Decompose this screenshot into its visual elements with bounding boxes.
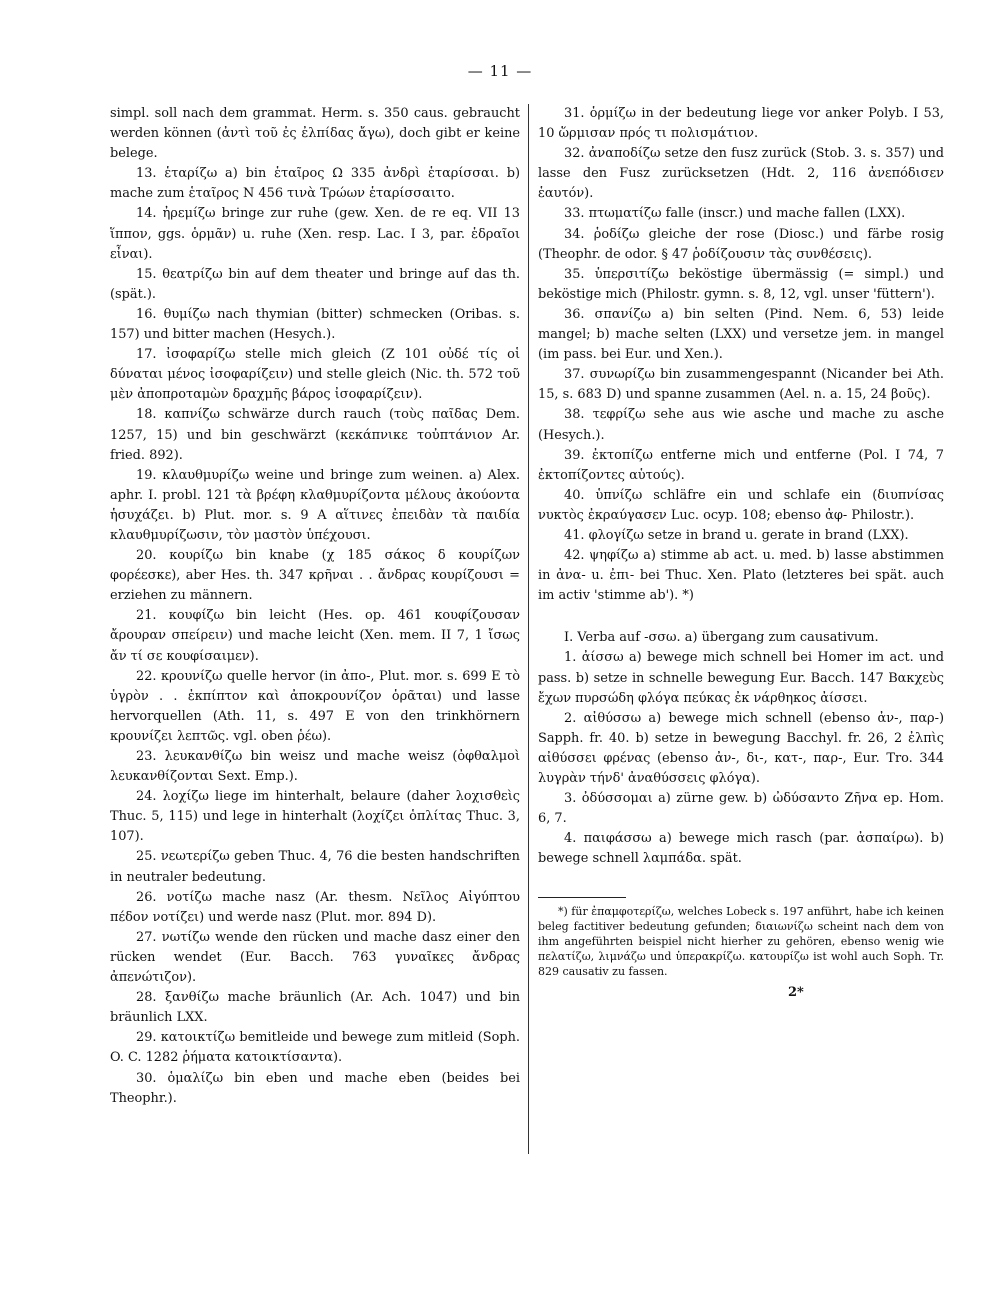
- paragraph: 21. κουφίζω bin leicht (Hes. op. 461 κουφίζουσαν ἄρουραν σπείρειν) und mache leicht (Xen. mem. II 7, 1 ἴσως ἄν τί σε κουφίσαιμεν).: [110, 608, 520, 664]
- paragraph: 23. λευκανθίζω bin weisz und mache weisz (ὀφθαλμοὶ λευκανθίζονται Sext. Emp.).: [110, 749, 520, 785]
- paragraph: 15. θεατρίζω bin auf dem theater und bringe auf das th. (spät.).: [110, 266, 520, 302]
- footnote-text: *) für ἐπαμφοτερίζω, welches Lobeck s. 197 anführt, habe ich keinen beleg factitiver bedeutung gefunden; διαιωνίζω scheint nach dem von ihm angeführten beispiel nicht hierher zu gehören, ebenso wenig wie πελατίζω, λιμνάζω und ὑπερακρίζω. κατουρίζω ist wohl auch Soph. Tr. 829 causativ zu fassen.: [538, 905, 944, 979]
- left-column: [110, 104, 520, 1109]
- paragraph: 37. συνωρίζω bin zusammengespannt (Nicander bei Ath. 15, s. 683 D) und spanne zusammen (Ael. n. a. 15, 24 βοῦς).: [538, 367, 944, 403]
- paragraph: 19. κλαυθμυρίζω weine und bringe zum weinen. a) Alex. aphr. I. probl. 121 τὰ βρέφη κλαθμυρίζοντα μέλους ἀκούοντα ἡσυχάζει. b) Plut. mor. s. 9 A αἵτινες ἐπειδὰν τὰ παιδία κλαυθμυρίζωσιν, τὸν μαστὸν ὑπέχουσι.: [110, 467, 520, 543]
- column-divider: [528, 104, 529, 1154]
- paragraph: 13. ἑταρίζω a) bin ἑταῖρος Ω 335 ἀνδρὶ ἑταρίσσαι. b) mache zum ἑταῖρος N 456 τινὰ Τρώων ἑταρίσσαιτο.: [110, 166, 520, 202]
- paragraph: 14. ἠρεμίζω bringe zur ruhe (gew. Xen. de re eq. VII 13 ἵππον, ggs. ὁρμᾶν) u. ruhe (Xen. resp. Lac. I 3, par. ἑδραῖοι εἶναι).: [110, 206, 520, 262]
- footnote-rule: [538, 897, 626, 898]
- paragraph: 24. λοχίζω liege im hinterhalt, belaure (daher λοχισθεὶς Thuc. 5, 115) und lege in hinterhalt (λοχίζει ὁπλίτας Thuc. 3, 107).: [110, 789, 520, 845]
- paragraph: 29. κατοικτίζω bemitleide und bewege zum mitleid (Soph. O. C. 1282 ῥήματα κατοικτίσαντα).: [110, 1030, 520, 1066]
- paragraph: 42. ψηφίζω a) stimme ab act. u. med. b) lasse abstimmen in ἀνα- u. ἐπι- bei Thuc. Xen. Plato (letzteres bei spät. auch im activ 'stimme ab'). *): [538, 548, 944, 604]
- paragraph: 2. αἰθύσσω a) bewege mich schnell (ebenso ἀν-, παρ-) Sapph. fr. 40. b) setze in bewegung Bacchyl. fr. 26, 2 ἐλπὶς αἰθύσσει φρένας (ebenso ἀν-, δι-, κατ-, παρ-, Eur. Tro. 344 λυγρὰν τήνδ' ἀναθύσσεις φλόγα).: [538, 710, 944, 786]
- paragraph: 31. ὁρμίζω in der bedeutung liege vor anker Polyb. I 53, 10 ὥρμισαν πρός τι πολισμάτιον.: [538, 106, 944, 142]
- paragraph: 32. ἀναποδίζω setze den fusz zurück (Stob. 3. s. 357) und lasse den Fusz zurücksetzen (Hdt. 2, 116 ἀνεπόδισεν ἑαυτόν).: [538, 146, 944, 202]
- paragraph: 20. κουρίζω bin knabe (χ 185 σάκος δ κουρίζων φορέεσκε), aber Hes. th. 347 κρῆναι . . ἄνδρας κουρίζουσι = erziehen zu männern.: [110, 548, 520, 604]
- paragraph: 22. κρουνίζω quelle hervor (in ἀπο-, Plut. mor. s. 699 E τὸ ὑγρὸν . . ἐκπίπτον καὶ ἀποκρουνίζον ὁρᾶται) und lasse hervorquellen (Ath. 11, s. 497 E von den trinkhörnern κρουνίζει λεπτῶς. vgl. oben ῥέω).: [110, 668, 520, 744]
- paragraph: 16. θυμίζω nach thymian (bitter) schmecken (Oribas. s. 157) und bitter machen (Hesych.).: [110, 306, 520, 343]
- paragraph: 26. νοτίζω mache nasz (Ar. thesm. Νεῖλος Αἰγύπτου πέδον νοτίζει) und werde nasz (Plut. mor. 894 D).: [110, 889, 520, 925]
- paragraph: 4. παιφάσσω a) bewege mich rasch (par. ἀσπαίρω). b) bewege schnell λαμπάδα. spät.: [538, 831, 944, 867]
- paragraph: 36. σπανίζω a) bin selten (Pind. Nem. 6, 53) leide mangel; b) mache selten (LXX) und versetze jem. in mangel (im pass. bei Eur. und Xen.).: [538, 306, 944, 363]
- page-number: — 11 —: [467, 62, 533, 80]
- section-heading: I. Verba auf -σσω. a) übergang zum causativum.: [564, 630, 879, 646]
- paragraph: simpl. soll nach dem grammat. Herm. s. 350 caus. gebraucht werden können (ἀντὶ τοῦ ἐς ἐλπίδας ἄγω), doch gibt er keine belege.: [110, 106, 520, 162]
- paragraph: 3. ὀδύσσομαι a) zürne gew. b) ὠδύσαντο Ζῆνα ep. Hom. 6, 7.: [538, 791, 944, 827]
- paragraph: 38. τεφρίζω sehe aus wie asche und mache zu asche (Hesych.).: [538, 407, 944, 443]
- paragraph: 1. ἀίσσω a) bewege mich schnell bei Homer im act. und pass. b) setze in schnelle bewegung Eur. Bacch. 147 Βακχεὺς ἔχων πυρσώδη φλόγα πεύκας ἐκ νάρθηκος ἀίσσει.: [538, 650, 944, 706]
- footnote: [538, 904, 944, 979]
- paragraph: 41. φλογίζω setze in brand u. gerate in brand (LXX).: [564, 527, 909, 543]
- paragraph: 34. ῥοδίζω gleiche der rose (Diosc.) und färbe rosig (Theophr. de odor. § 47 ῥοδίζουσιν τὰς συνθέσεις).: [538, 226, 944, 262]
- paragraph: 30. ὁμαλίζω bin eben und mache eben (beides bei Theophr.).: [110, 1070, 520, 1106]
- paragraph: 33. πτωματίζω falle (inscr.) und mache fallen (LXX).: [564, 206, 906, 222]
- paragraph: 25. νεωτερίζω geben Thuc. 4, 76 die besten handschriften in neutraler bedeutung.: [110, 849, 520, 885]
- right-column: [538, 104, 944, 1004]
- signature-mark: 2*: [788, 985, 804, 1001]
- paragraph: 35. ὑπερσιτίζω beköstige übermässig (= simpl.) und beköstige mich (Philostr. gymn. s. 8, 12, vgl. unser 'füttern').: [538, 266, 944, 302]
- paragraph: 27. νωτίζω wende den rücken und mache dasz einer den rücken wendet (Eur. Bacch. 763 γυναῖκες ἄνδρας ἀπενώτιζον).: [110, 929, 520, 986]
- paragraph: 28. ξανθίζω mache bräunlich (Ar. Ach. 1047) und bin bräunlich LXX.: [110, 990, 520, 1026]
- paragraph: 17. ἰσοφαρίζω stelle mich gleich (Z 101 οὐδέ τίς οἱ δύναται μένος ἰσοφαρίζειν) und stelle gleich (Nic. th. 572 τοῦ μὲν ἀποπροταμὼν δραχμῆς βάρος ἰσοφαρίζειν).: [110, 347, 520, 403]
- paragraph: 40. ὑπνίζω schläfre ein und schlafe ein (διυπνίσας νυκτὸς ἐκραύγασεν Luc. ocyp. 108; ebenso ἀφ- Philostr.).: [538, 487, 944, 523]
- paragraph: 39. ἐκτοπίζω entferne mich und entferne (Pol. I 74, 7 ἐκτοπίζοντες αὑτούς).: [538, 447, 944, 483]
- paragraph: 18. καπνίζω schwärze durch rauch (τοὺς παῖδας Dem. 1257, 15) und bin geschwärzt (κεκάπνικε τοὐπτάνιον Ar. fried. 892).: [110, 407, 520, 463]
